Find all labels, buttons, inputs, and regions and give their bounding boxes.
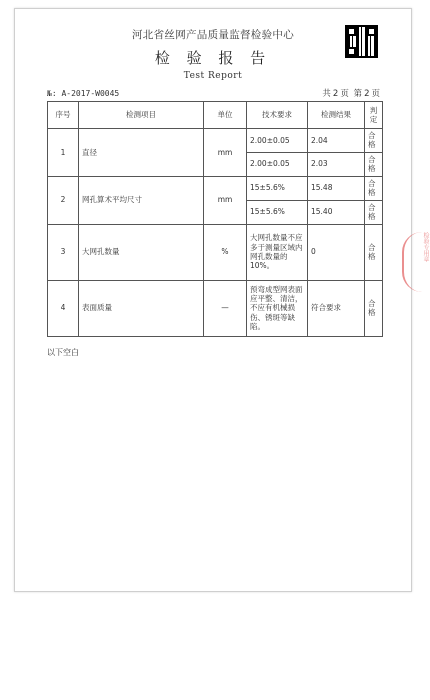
row-result: 0 — [308, 224, 365, 280]
row-verdict: 合格 — [365, 129, 383, 153]
row-verdict: 合格 — [365, 224, 383, 280]
report-title: 检 验 报 告 — [154, 49, 272, 67]
row-unit: mm — [204, 176, 247, 224]
col-header: 技术要求 — [247, 102, 308, 129]
row-verdict: 合格 — [365, 280, 383, 336]
row-requirement: 15±5.6% — [247, 200, 308, 224]
org-name: 河北省丝网产品质量监督检验中心 — [132, 29, 294, 41]
table-row — [48, 176, 383, 200]
table-row — [48, 280, 383, 336]
col-header: 序号 — [48, 102, 79, 129]
row-requirement: 大网孔数量不应多于测量区域内网孔数量的10%。 — [247, 224, 308, 280]
report-number: №: A-2017-W0045 — [47, 89, 120, 98]
table-row — [48, 129, 383, 153]
footer-note: 以下空白 — [47, 348, 79, 357]
row-item: 大网孔数量 — [79, 224, 204, 280]
row-result: 15.48 — [308, 176, 365, 200]
table-header-row — [48, 102, 383, 129]
row-requirement: 预弯成型网表面应平整、清洁，不应有机械损伤、锈斑等缺陷。 — [247, 280, 308, 336]
total-pages: 2 — [332, 89, 339, 99]
row-no: 2 — [48, 176, 79, 224]
row-verdict: 合格 — [365, 176, 383, 200]
current-page: 2 — [364, 89, 370, 99]
row-requirement: 2.00±0.05 — [247, 129, 308, 153]
results-table — [47, 101, 383, 337]
qr-code-icon — [345, 25, 378, 58]
row-result: 2.04 — [308, 129, 365, 153]
page-info: 共 2 页 第 2 页 — [322, 89, 380, 99]
col-header: 检测结果 — [308, 102, 365, 129]
row-requirement: 15±5.6% — [247, 176, 308, 200]
col-header: 单位 — [204, 102, 247, 129]
row-verdict: 合格 — [365, 200, 383, 224]
row-verdict: 合格 — [365, 152, 383, 176]
row-no: 3 — [48, 224, 79, 280]
col-header: 检测项目 — [79, 102, 204, 129]
row-result: 符合要求 — [308, 280, 365, 336]
row-item: 表面质量 — [79, 280, 204, 336]
row-unit: % — [204, 224, 247, 280]
row-no: 1 — [48, 129, 79, 177]
row-no: 4 — [48, 280, 79, 336]
row-unit: — — [204, 280, 247, 336]
row-unit: mm — [204, 129, 247, 177]
row-item: 网孔算术平均尺寸 — [79, 176, 204, 224]
report-title-en: Test Report — [183, 71, 243, 81]
table-row — [48, 224, 383, 280]
row-result: 2.03 — [308, 152, 365, 176]
row-item: 直径 — [79, 129, 204, 177]
col-header: 判定 — [365, 102, 383, 129]
report-page — [14, 8, 412, 592]
row-requirement: 2.00±0.05 — [247, 152, 308, 176]
row-result: 15.40 — [308, 200, 365, 224]
official-seal: 检验专用章 — [402, 232, 430, 292]
